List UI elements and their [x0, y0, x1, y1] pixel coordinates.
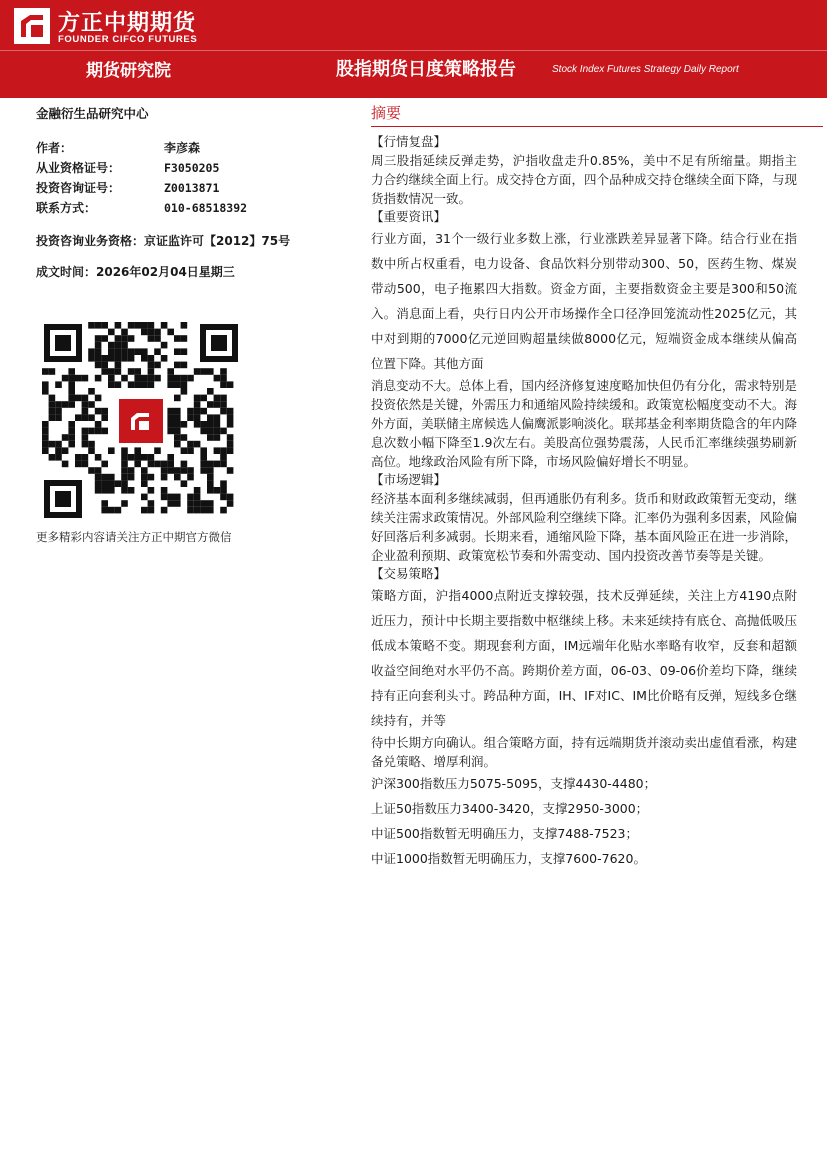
abstract-divider: [371, 126, 823, 127]
brand-name: 方正中期期货: [58, 11, 197, 36]
section-title-review: 【行情复盘】: [371, 134, 447, 149]
news-text-main: 行业方面，31个一级行业多数上涨，行业涨跌差异显著下降。结合行业在指数中所占权重看，电力设备、食品饮料分别带动300、50，医药生物、煤炭带动500，电子拖累四大指数。资金方面，主要指数资金主要是300和50流入。消息面上看，央行日内公开市场操作全口径净回笼流动性2025亿元，其中对到期的7000亿元逆回购超量续做8000亿元，短端资金成本继续从偏高位置下降。其他方面: [371, 231, 797, 371]
info-value: 李彦森: [164, 141, 201, 155]
strategy-text-cont: 待中长期方向确认。组合策略方面，持有远端期货并滚动卖出虚值看涨，构建备兑策略、增厚利润。: [371, 735, 797, 769]
info-row-contact: [36, 198, 346, 218]
info-key: 联系方式：: [36, 201, 97, 215]
info-key: 投资咨询证号：: [36, 181, 121, 195]
report-title: 股指期货日度策略报告: [336, 59, 516, 80]
abstract-section: [371, 102, 797, 871]
author-sidebar: [36, 104, 346, 280]
level-sse50: 上证50指数压力3400-3420，支撑2950-3000；: [371, 801, 649, 816]
market-logic-text: 经济基本面利多继续减弱，但再通胀仍有利多。货币和财政政策暂无变动，继续关注需求政策情况。外部风险利空继续下降。汇率仍为强利多因素，风险偏好回落后利多减弱。长期来看，通缩风险下降，基本面风险正在进一步消除，企业盈利预期、政策宽松节奏和外需变动、国内投资改善节奏等是关键。: [371, 491, 797, 563]
qr-caption: 更多精彩内容请关注方正中期官方微信: [36, 530, 232, 544]
wechat-qr-code[interactable]: [42, 322, 240, 520]
section-title-logic: 【市场逻辑】: [371, 472, 447, 487]
header-divider: [0, 50, 827, 51]
author-info: [36, 138, 346, 218]
info-row-advisory: [36, 178, 346, 198]
section-title-strategy: 【交易策略】: [371, 566, 447, 581]
department-name: 期货研究院: [86, 61, 171, 81]
brand-name-english: FOUNDER CIFCO FUTURES: [58, 34, 198, 45]
business-license: 投资咨询业务资格：京证监许可【2012】75号: [36, 234, 291, 248]
news-text-cont: 消息变动不大。总体上看，国内经济修复速度略加快但仍有分化，需求特别是投资依然是关键，外需压力和通缩风险持续缓和。政策宽松幅度变动不大。海外方面，美联储主席候选人偏鹰派影响淡化。联邦基金利率期货隐含的年内降息次数小幅下降至1.9次左右。美股高位强势震荡，人民币汇率继续强势刷新高位。地缘政治风险有所下降，市场风险偏好增长不明显。: [371, 378, 797, 469]
info-row-qualification: [36, 158, 346, 178]
section-title-news: 【重要资讯】: [371, 209, 447, 224]
market-review-text: 周三股指延续反弹走势，沪指收盘走升0.85%，美中不足有所缩量。期指主力合约继续全面上行。成交持仓方面，四个品种成交持仓继续全面下降，与现货指数情况一致。: [371, 153, 797, 206]
report-header: [0, 0, 827, 98]
founder-logo-icon: [14, 8, 50, 44]
info-key: 从业资格证号：: [36, 161, 121, 175]
report-date: 成文时间：2026年02月04日星期三: [36, 265, 235, 279]
info-value: F3050205: [164, 161, 220, 175]
info-value: 010-68518392: [164, 201, 248, 215]
level-csi300: 沪深300指数压力5075-5095，支撑4430-4480；: [371, 776, 657, 791]
abstract-title: 摘要: [371, 104, 402, 122]
level-csi500: 中证500指数暂无明确压力，支撑7488-7523；: [371, 826, 638, 841]
strategy-text-main: 策略方面，沪指4000点附近支撑较强，技术反弹延续，关注上方4190点附近压力，预计中长期主要指数中枢继续上移。未来延续持有底仓、高抛低吸压低成本策略不变。期现套利方面，IM远端年化贴水率略有收窄，反套和超额收益空间绝对水平仍不高。跨期价差方面，06-03、09-06价差均下降，继续持有正向套利头寸。跨品种方面，IH、IF对IC、IM比价略有反弹，短线多仓继续持有，并等: [371, 588, 797, 728]
info-key: 作者：: [36, 141, 73, 155]
info-value: Z0013871: [164, 181, 220, 195]
info-row-author: [36, 138, 346, 158]
report-subtitle: Stock Index Futures Strategy Daily Report: [552, 64, 739, 75]
research-center: 金融衍生品研究中心: [36, 106, 149, 121]
level-csi1000: 中证1000指数暂无明确压力，支撑7600-7620。: [371, 851, 646, 866]
